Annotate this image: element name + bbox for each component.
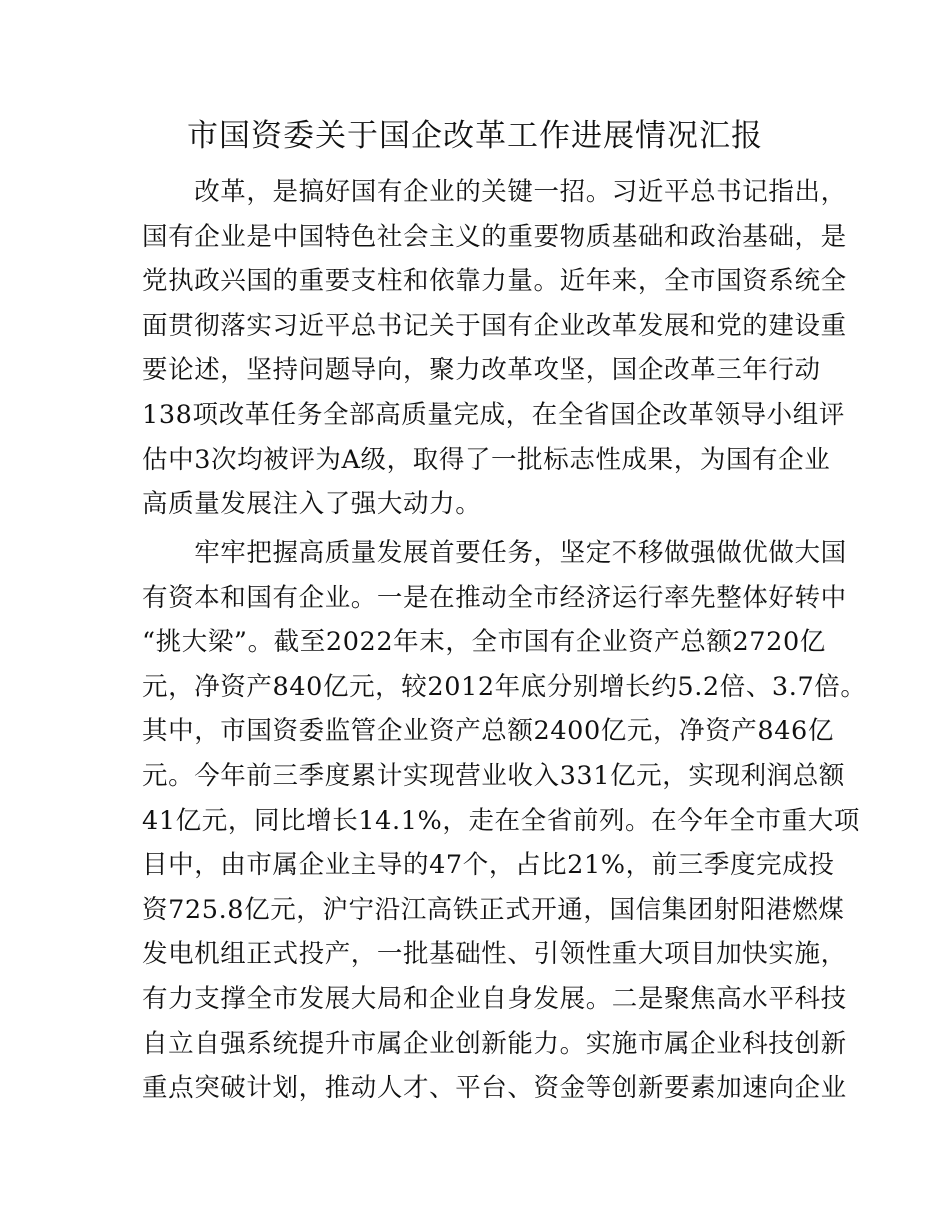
paragraph-line: 牢牢把握高质量发展首要任务，坚定不移做强做优做大国	[142, 538, 847, 568]
paragraph-line: 资725.8亿元，沪宁沿江高铁正式开通，国信集团射阳港燃煤	[142, 894, 845, 925]
document-title: 市国资委关于国企改革工作进展情况汇报	[187, 118, 763, 154]
paragraph-line: 估中3次均被评为A级，取得了一批标志性成果，为国有企业	[142, 444, 831, 475]
paragraph-line: 元，净资产840亿元，较2012年底分别增长约5.2倍、3.7倍。	[142, 671, 867, 702]
paragraph-line: 国有企业是中国特色社会主义的重要物质基础和政治基础，是	[142, 221, 847, 252]
paragraph-line: 党执政兴国的重要支柱和依靠力量。近年来，全市国资系统全	[142, 266, 847, 297]
paragraph-2	[142, 531, 867, 1111]
paragraph-line: 有资本和国有企业。一是在推动全市经济运行率先整体好转中	[142, 582, 847, 613]
paragraph-line: 面贯彻落实习近平总书记关于国有企业改革发展和党的建设重	[142, 310, 847, 341]
paragraph-line: 发电机组正式投产，一批基础性、引领性重大项目加快实施，	[142, 939, 847, 970]
paragraph-line: 要论述，坚持问题导向，聚力改革攻坚，国企改革三年行动	[142, 355, 821, 386]
paragraph-line: 41亿元，同比增长14.1%，走在全省前列。在今年全市重大项	[142, 805, 860, 836]
paragraph-line: 改革，是搞好国有企业的关键一招。习近平总书记指出，	[142, 177, 847, 207]
paragraph-line: 元。今年前三季度累计实现营业收入331亿元，实现利润总额	[142, 760, 845, 791]
paragraph-1	[142, 170, 847, 527]
paragraph-line: 138项改革任务全部高质量完成，在全省国企改革领导小组评	[142, 399, 845, 430]
paragraph-line: 有力支撑全市发展大局和企业自身发展。二是聚焦高水平科技	[142, 983, 847, 1014]
paragraph-line: 目中，由市属企业主导的47个，占比21%，前三季度完成投	[142, 850, 835, 881]
paragraph-line: 重点突破计划，推动人才、平台、资金等创新要素加速向企业	[142, 1073, 847, 1104]
paragraph-line: 自立自强系统提升市属企业创新能力。实施市属企业科技创新	[142, 1028, 847, 1059]
paragraph-line: 其中，市国资委监管企业资产总额2400亿元，净资产846亿	[142, 716, 834, 747]
paragraph-line: “挑大梁”。截至2022年末，全市国有企业资产总额2720亿	[142, 627, 826, 658]
paragraph-line: 高质量发展注入了强大动力。	[142, 489, 482, 520]
